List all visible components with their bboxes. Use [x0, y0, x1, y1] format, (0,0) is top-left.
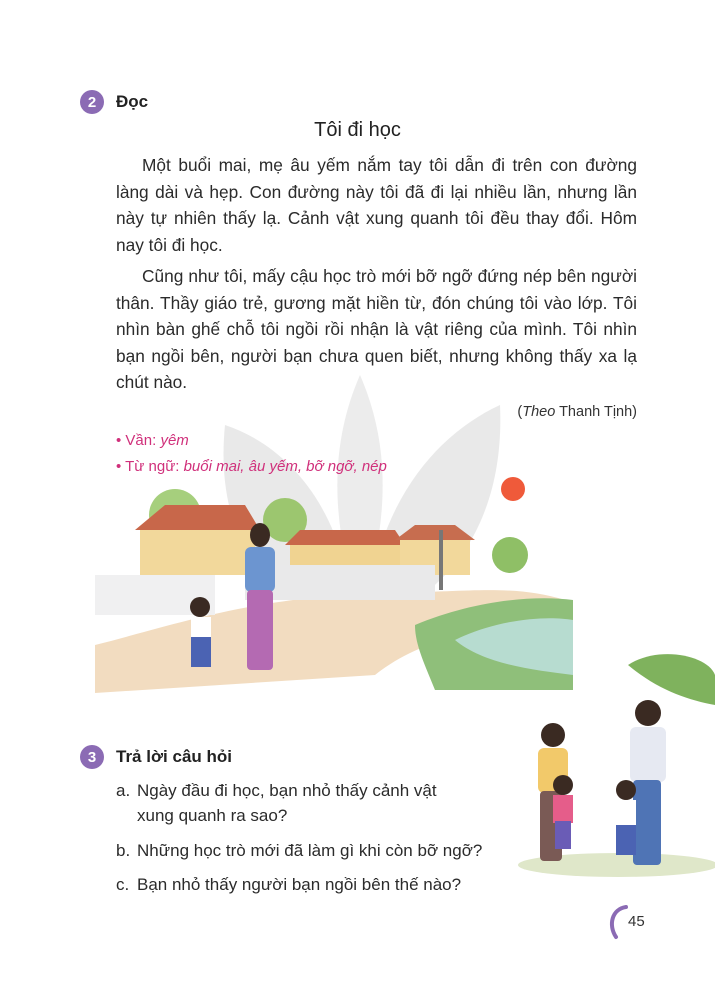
question-text: Những học trò mới đã làm gì khi còn bỡ ngỡ? — [137, 841, 483, 860]
question-b — [116, 838, 482, 863]
page-number — [606, 903, 654, 941]
section-title: Đọc — [116, 92, 149, 111]
vocab-van — [116, 432, 189, 449]
vocab-value: buổi mai, âu yếm, bỡ ngỡ, nép — [183, 458, 387, 475]
question-text: xung quanh ra sao? — [137, 806, 288, 825]
question-a — [116, 778, 437, 828]
paragraph-text: Một buổi mai, mẹ âu yếm nắm tay tôi dẫn đi trên con đường làng dài và hẹp. Con đường này tôi đã đi lại nhiều lần, nhưng lần này tự nhiên thấy lạ. Cảnh vật xung quanh tôi đều thay đổi. Hôm nay tôi đi học. — [116, 155, 637, 255]
question-text: Ngày đầu đi học, bạn nhỏ thấy cảnh vật — [137, 781, 437, 800]
question-c — [116, 872, 461, 897]
source-author: Thanh Tịnh) — [555, 404, 637, 420]
vocab-tu-ngu — [116, 458, 387, 475]
village-road-illustration — [95, 475, 573, 693]
section-3-heading — [80, 745, 232, 769]
story-paragraph-1 — [116, 152, 637, 258]
section-title: Trả lời câu hỏi — [116, 747, 233, 766]
vocab-label: • Từ ngữ: — [116, 458, 184, 475]
page-number-text: 45 — [628, 913, 645, 930]
source-paren: ( — [517, 404, 523, 420]
section-2-heading — [80, 90, 148, 114]
sun-icon — [501, 477, 525, 501]
story-title: Tôi đi học — [314, 119, 401, 141]
story-source — [517, 404, 637, 420]
section-number-badge: 3 — [80, 745, 104, 769]
parents-children-illustration — [508, 645, 715, 885]
question-label: a. — [116, 781, 131, 800]
question-label: c. — [116, 875, 130, 894]
paragraph-text: Cũng như tôi, mấy cậu học trò mới bỡ ngỡ đứng nép bên người thân. Thầy giáo trẻ, gương mặt hiền từ, đón chúng tôi vào lớp. Tôi nhìn bàn ghế chỗ tôi ngồi rồi nhận là vật riêng của mình. Tôi nhìn bạn ngồi bên, người bạn chưa quen biết, nhưng không thấy xa lạ chút nào. — [116, 266, 637, 392]
story-paragraph-2 — [116, 263, 637, 396]
vocab-value: yêm — [160, 432, 189, 449]
question-label: b. — [116, 841, 131, 860]
source-theo: Theo — [522, 404, 556, 420]
vocab-label: • Vần: — [116, 432, 161, 449]
section-number-badge: 2 — [80, 90, 104, 114]
question-text: Bạn nhỏ thấy người bạn ngồi bên thế nào? — [137, 875, 462, 894]
